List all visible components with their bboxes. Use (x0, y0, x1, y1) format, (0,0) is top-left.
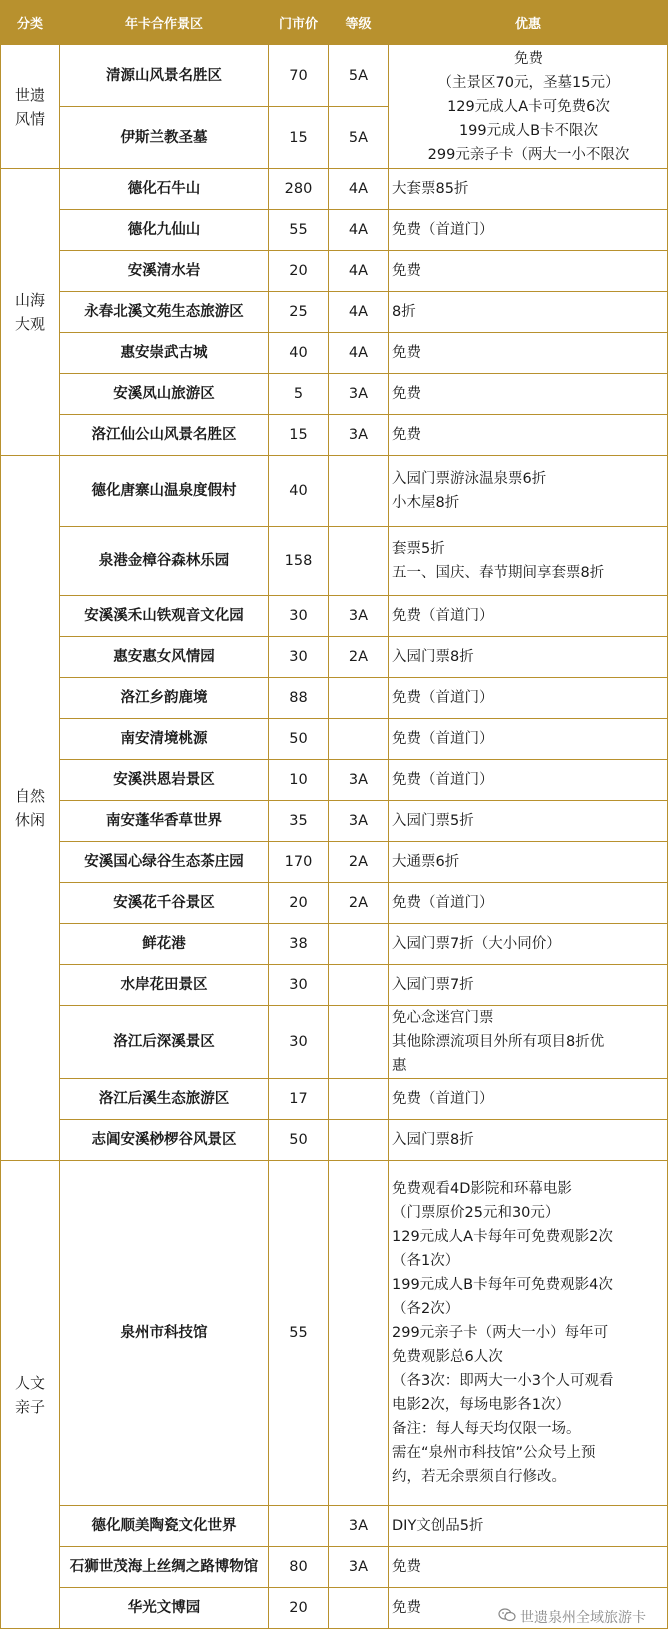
scenic-name-cell: 永春北溪文苑生态旅游区 (60, 292, 269, 333)
offer-line: 免费 (392, 427, 421, 443)
offer-line: 惠 (392, 1058, 407, 1074)
scenic-name-cell: 华光文博园 (60, 1588, 269, 1629)
offer-cell (389, 1161, 668, 1506)
scenic-name-cell: 德化顺美陶瓷文化世界 (60, 1506, 269, 1547)
offer-cell (389, 801, 668, 842)
scenic-name-cell: 惠安惠女风情园 (60, 637, 269, 678)
offer-line: 备注：每人每天均仅限一场。 (392, 1421, 581, 1437)
scenic-name-cell: 鲜花港 (60, 924, 269, 965)
offer-cell (389, 1120, 668, 1161)
offer-cell (389, 842, 668, 883)
offer-line: 亲子 (14, 1397, 45, 1416)
offer-line: 入园门票5折 (392, 813, 474, 829)
scenic-name-cell: 泉港金樟谷森林乐园 (60, 527, 269, 596)
scenic-name-cell: 水岸花田景区 (60, 965, 269, 1006)
grade-cell: 3A (329, 1506, 389, 1547)
category-cell (1, 45, 60, 169)
grade-cell: 2A (329, 637, 389, 678)
scenic-name-cell: 清源山风景名胜区 (60, 45, 269, 107)
grade-cell (329, 1079, 389, 1120)
price-cell: 20 (269, 883, 329, 924)
price-cell: 30 (269, 596, 329, 637)
offer-cell (389, 719, 668, 760)
offer-line: DIY文创品5折 (392, 1518, 484, 1534)
scenic-name-cell: 洛江乡韵鹿境 (60, 678, 269, 719)
grade-cell: 3A (329, 1547, 389, 1588)
offer-line: 小木屋8折 (392, 495, 460, 511)
price-cell: 38 (269, 924, 329, 965)
offer-line: 套票5折 (392, 541, 445, 557)
offer-line: 299元亲子卡（两大一小）每年可 (392, 1325, 609, 1341)
price-cell: 40 (269, 456, 329, 527)
grade-cell (329, 1161, 389, 1506)
offer-line: 世遗 (14, 85, 45, 104)
price-cell: 20 (269, 251, 329, 292)
table-row (1, 842, 668, 883)
price-cell: 30 (269, 637, 329, 678)
scenic-name-cell: 安溪洪恩岩景区 (60, 760, 269, 801)
offer-line: 199元成人B卡不限次 (458, 122, 599, 139)
offer-line: 风情 (14, 109, 45, 128)
offer-line: 入园门票8折 (392, 1132, 474, 1148)
table-row (1, 456, 668, 527)
grade-cell: 3A (329, 760, 389, 801)
category-cell (1, 1161, 60, 1629)
price-cell: 280 (269, 169, 329, 210)
offer-line: 山海 (14, 291, 45, 309)
table-row (1, 1547, 668, 1588)
grade-cell (329, 527, 389, 596)
offer-line: 需在“泉州市科技馆”公众号上预 (392, 1445, 596, 1461)
table-row (1, 169, 668, 210)
table-row (1, 374, 668, 415)
price-cell: 40 (269, 333, 329, 374)
table-row (1, 45, 668, 107)
offer-line: 免费 (392, 263, 421, 279)
table-row (1, 1161, 668, 1506)
offer-line: 299元亲子卡（两大一小不限次 (427, 146, 630, 163)
offer-line: 免费（首道门） (392, 772, 494, 788)
offer-line: 8折 (392, 304, 416, 320)
offer-line: （门票原价25元和30元） (392, 1205, 560, 1221)
offer-cell (389, 45, 668, 169)
price-cell: 10 (269, 760, 329, 801)
grade-cell (329, 1006, 389, 1079)
grade-cell: 4A (329, 251, 389, 292)
table-row (1, 415, 668, 456)
scenic-name-cell: 安溪花千谷景区 (60, 883, 269, 924)
price-cell: 50 (269, 719, 329, 760)
scenic-name-cell: 志阊安溪桫椤谷风景区 (60, 1120, 269, 1161)
grade-cell: 5A (329, 107, 389, 169)
offer-cell (389, 1506, 668, 1547)
offer-line: 129元成人A卡每年可免费观影2次 (392, 1229, 613, 1245)
offer-line: 大通票6折 (392, 854, 460, 870)
offer-cell (389, 333, 668, 374)
offer-cell (389, 251, 668, 292)
offer-cell (389, 1006, 668, 1079)
offer-line: 大套票85折 (392, 181, 469, 197)
grade-cell: 3A (329, 596, 389, 637)
grade-cell: 3A (329, 415, 389, 456)
offer-line: 免费观看4D影院和环幕电影 (392, 1181, 572, 1197)
offer-line: 免费 (392, 1559, 421, 1575)
offer-line: （各1次） (392, 1253, 460, 1269)
table-row (1, 965, 668, 1006)
offer-line: 电影2次，每场电影各1次） (392, 1397, 570, 1413)
scenic-name-cell: 德化唐寨山温泉度假村 (60, 456, 269, 527)
header-category: 分类 (1, 1, 60, 45)
offer-cell (389, 169, 668, 210)
grade-cell: 3A (329, 801, 389, 842)
table-row (1, 1120, 668, 1161)
category-cell (1, 169, 60, 456)
price-cell: 80 (269, 1547, 329, 1588)
offer-line: （各3次：即两大一小3个人可观看 (392, 1373, 614, 1389)
offer-line: 免费观影总6人次 (392, 1349, 503, 1365)
price-cell: 15 (269, 107, 329, 169)
scenic-name-cell: 洛江后深溪景区 (60, 1006, 269, 1079)
offer-line: 其他除漂流项目外所有项目8折优 (392, 1034, 605, 1050)
grade-cell (329, 456, 389, 527)
grade-cell: 4A (329, 333, 389, 374)
offer-line: 免费 (392, 386, 421, 402)
grade-cell: 4A (329, 169, 389, 210)
offer-line: 入园门票7折（大小同价） (392, 936, 561, 952)
scenic-name-cell: 安溪国心绿谷生态茶庄园 (60, 842, 269, 883)
price-cell: 170 (269, 842, 329, 883)
offer-cell (389, 924, 668, 965)
grade-cell (329, 1588, 389, 1629)
offer-line: 休闲 (14, 811, 45, 829)
offer-cell (389, 596, 668, 637)
table-row (1, 924, 668, 965)
price-cell: 30 (269, 1006, 329, 1079)
header-scenic-spot: 年卡合作景区 (60, 1, 269, 45)
grade-cell: 5A (329, 45, 389, 107)
table-row (1, 1506, 668, 1547)
scenic-name-cell: 德化石牛山 (60, 169, 269, 210)
offer-line: 入园门票游泳温泉票6折 (392, 471, 547, 487)
table-row (1, 333, 668, 374)
offer-line: （各2次） (392, 1301, 460, 1317)
offer-line: 五一、国庆、春节期间享套票8折 (392, 565, 605, 581)
offer-line: 免费（首道门） (392, 608, 494, 624)
watermark (498, 1607, 646, 1627)
grade-cell: 2A (329, 842, 389, 883)
table-row (1, 1006, 668, 1079)
table-row (1, 719, 668, 760)
offer-line: 免费 (392, 1600, 421, 1616)
scenic-name-cell: 安溪凤山旅游区 (60, 374, 269, 415)
grade-cell (329, 924, 389, 965)
table-row (1, 210, 668, 251)
table-row (1, 678, 668, 719)
offer-line: 免费 (514, 50, 543, 67)
scenic-name-cell: 伊斯兰教圣墓 (60, 107, 269, 169)
offer-cell (389, 760, 668, 801)
offer-cell (389, 210, 668, 251)
table-row (1, 527, 668, 596)
offer-cell (389, 415, 668, 456)
offer-cell (389, 374, 668, 415)
price-cell: 5 (269, 374, 329, 415)
offer-line: 免费（首道门） (392, 690, 494, 706)
offer-cell (389, 456, 668, 527)
offer-line: 免心念迷宫门票 (392, 1010, 494, 1026)
watermark-text: 世遗泉州全域旅游卡 (520, 1610, 646, 1626)
price-cell: 55 (269, 1161, 329, 1506)
offer-line: 免费（首道门） (392, 731, 494, 747)
offer-line: 入园门票7折 (392, 977, 474, 993)
table-row (1, 883, 668, 924)
table-row (1, 637, 668, 678)
scenic-name-cell: 洛江后溪生态旅游区 (60, 1079, 269, 1120)
offer-line: （主景区70元，圣墓15元） (437, 74, 620, 91)
offer-cell (389, 527, 668, 596)
header-price: 门市价 (269, 1, 329, 45)
price-cell: 20 (269, 1588, 329, 1629)
header-offer: 优惠 (389, 1, 668, 45)
offer-line: 免费（首道门） (392, 895, 494, 911)
wechat-icon (498, 1608, 516, 1626)
table-row (1, 760, 668, 801)
scenic-name-cell: 泉州市科技馆 (60, 1161, 269, 1506)
grade-cell: 3A (329, 374, 389, 415)
offer-cell (389, 1547, 668, 1588)
scenic-name-cell: 安溪清水岩 (60, 251, 269, 292)
offer-line: 约，若无余票须自行修改。 (392, 1469, 566, 1485)
grade-cell: 4A (329, 210, 389, 251)
offer-line: 人文 (14, 1373, 45, 1392)
grade-cell (329, 678, 389, 719)
offer-cell (389, 1079, 668, 1120)
grade-cell: 4A (329, 292, 389, 333)
offer-cell (389, 292, 668, 333)
table-header-row (1, 1, 668, 45)
scenic-name-cell: 惠安崇武古城 (60, 333, 269, 374)
offer-cell (389, 678, 668, 719)
table-row (1, 1079, 668, 1120)
price-cell: 158 (269, 527, 329, 596)
scenic-name-cell: 德化九仙山 (60, 210, 269, 251)
offer-cell (389, 637, 668, 678)
offer-line: 免费（首道门） (392, 1091, 494, 1107)
table-row (1, 292, 668, 333)
price-cell: 30 (269, 965, 329, 1006)
price-cell: 35 (269, 801, 329, 842)
offer-line: 199元成人B卡每年可免费观影4次 (392, 1277, 613, 1293)
header-grade: 等级 (329, 1, 389, 45)
offer-line: 入园门票8折 (392, 649, 474, 665)
table-row (1, 596, 668, 637)
offer-line: 免费 (392, 345, 421, 361)
price-cell: 17 (269, 1079, 329, 1120)
price-cell (269, 1506, 329, 1547)
grade-cell (329, 965, 389, 1006)
scenic-name-cell: 南安蓬华香草世界 (60, 801, 269, 842)
price-cell: 55 (269, 210, 329, 251)
price-cell: 50 (269, 1120, 329, 1161)
price-cell: 25 (269, 292, 329, 333)
scenic-name-cell: 石狮世茂海上丝绸之路博物馆 (60, 1547, 269, 1588)
scenic-name-cell: 南安清境桃源 (60, 719, 269, 760)
offer-line: 大观 (14, 315, 45, 333)
table-row (1, 251, 668, 292)
offer-cell (389, 965, 668, 1006)
scenic-name-cell: 安溪溪禾山铁观音文化园 (60, 596, 269, 637)
offer-line: 免费（首道门） (392, 222, 494, 238)
offer-line: 自然 (14, 787, 45, 805)
scenic-name-cell: 洛江仙公山风景名胜区 (60, 415, 269, 456)
offer-cell (389, 883, 668, 924)
price-cell: 15 (269, 415, 329, 456)
table-row (1, 801, 668, 842)
category-cell (1, 456, 60, 1161)
offer-line: 129元成人A卡可免费6次 (447, 98, 610, 115)
grade-cell: 2A (329, 883, 389, 924)
price-cell: 70 (269, 45, 329, 107)
grade-cell (329, 1120, 389, 1161)
price-cell: 88 (269, 678, 329, 719)
grade-cell (329, 719, 389, 760)
